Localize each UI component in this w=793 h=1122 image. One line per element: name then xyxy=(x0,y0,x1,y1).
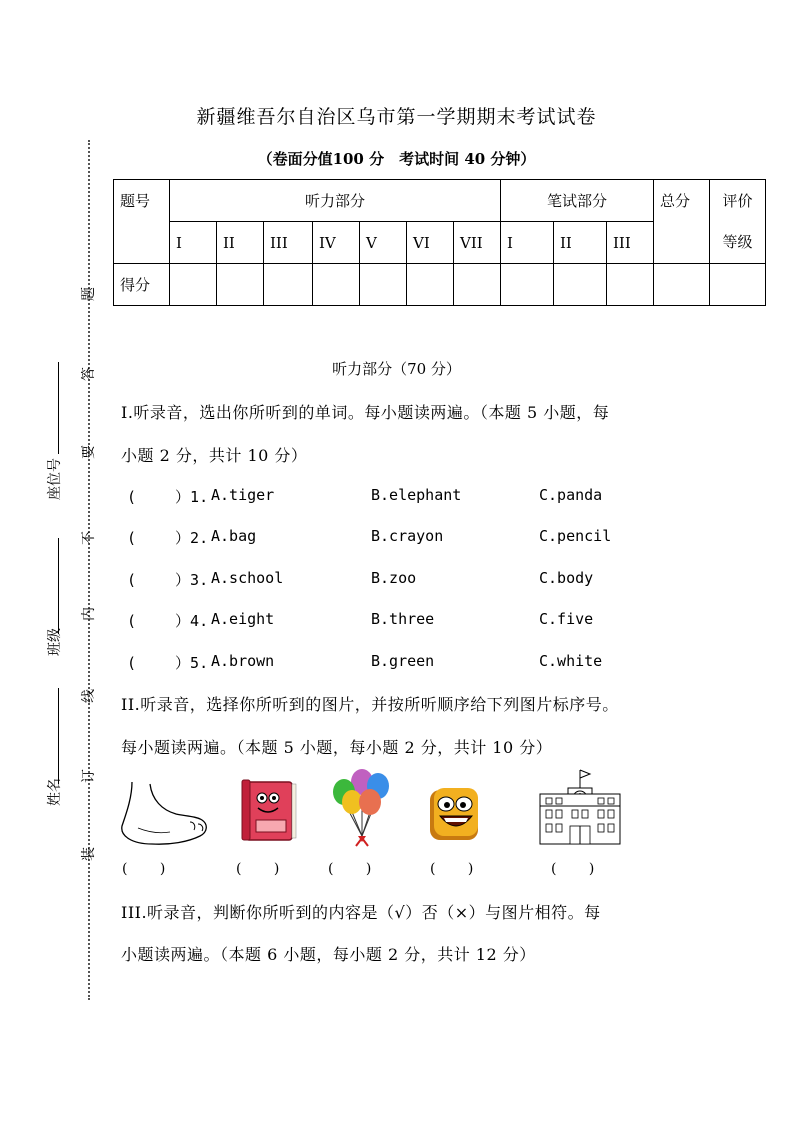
section-title: 听力部分（70 分） xyxy=(332,360,461,378)
part-label: II xyxy=(554,222,607,264)
q3-instruction-line2: 小题读两遍。（本题 6 小题，每小题 2 分，共计 12 分） xyxy=(121,945,536,964)
option-c: C.pencil xyxy=(539,527,612,545)
answer-blank[interactable]: ( ）1. xyxy=(127,488,209,506)
option-c: C.white xyxy=(539,652,603,670)
option-a: A.tiger xyxy=(211,486,275,504)
exam-title: 新疆维吾尔自治区乌市第一学期期末考试试卷 xyxy=(196,106,597,128)
foot-picture xyxy=(118,780,210,850)
score-cell[interactable] xyxy=(454,264,501,306)
q2-instruction-line1: II.听录音，选择你所听到的图片，并按所听顺序给下列图片标序号。 xyxy=(121,695,619,714)
score-cell[interactable] xyxy=(407,264,454,306)
option-c: C.five xyxy=(539,610,594,628)
q1-instruction-line2: 小题 2 分，共计 10 分） xyxy=(121,446,308,465)
book-picture xyxy=(238,776,300,844)
binding-char: 线 xyxy=(81,689,97,703)
picture-answer-blank[interactable]: ( ) xyxy=(328,861,372,877)
option-b: B.three xyxy=(371,610,435,628)
score-cell[interactable] xyxy=(360,264,407,306)
score-cell[interactable] xyxy=(217,264,264,306)
answer-blank[interactable]: ( ）5. xyxy=(127,654,209,672)
score-row-label: 得分 xyxy=(114,264,170,306)
part-label: VII xyxy=(454,222,501,264)
table-header-total: 总分 xyxy=(654,180,710,264)
binding-char: 要 xyxy=(81,445,97,459)
binding-char: 订 xyxy=(81,769,97,783)
score-cell-rating[interactable] xyxy=(710,264,766,306)
name-line[interactable] xyxy=(58,688,59,784)
option-b: B.green xyxy=(371,652,435,670)
score-cell[interactable] xyxy=(554,264,607,306)
picture-answer-blank[interactable]: ( ) xyxy=(430,861,474,877)
answer-blank[interactable]: ( ）4. xyxy=(127,612,209,630)
score-cell-total[interactable] xyxy=(654,264,710,306)
score-cell[interactable] xyxy=(264,264,313,306)
binding-char: 不 xyxy=(81,531,97,545)
q2-instruction-line2: 每小题读两遍。（本题 5 小题，每小题 2 分，共计 10 分） xyxy=(121,738,553,757)
face-picture xyxy=(426,784,482,844)
option-a: A.eight xyxy=(211,610,275,628)
binding-char: 题 xyxy=(81,287,97,301)
table-header-listening: 听力部分 xyxy=(170,180,501,222)
answer-blank[interactable]: ( ）3. xyxy=(127,571,209,589)
score-cell[interactable] xyxy=(501,264,554,306)
table-header-rating xyxy=(710,180,766,264)
option-a: A.bag xyxy=(211,527,257,545)
option-a: A.school xyxy=(211,569,284,587)
name-label: 姓名 xyxy=(47,778,63,806)
picture-answer-blank[interactable]: ( ) xyxy=(551,861,595,877)
option-c: C.panda xyxy=(539,486,603,504)
part-label: VI xyxy=(407,222,454,264)
q1-instruction-line1: I.听录音，选出你所听到的单词。每小题读两遍。（本题 5 小题，每 xyxy=(121,403,610,422)
option-b: B.elephant xyxy=(371,486,462,504)
school-picture xyxy=(538,768,622,846)
binding-char: 装 xyxy=(81,847,97,861)
part-label: I xyxy=(170,222,217,264)
exam-subtitle: （卷面分值100 分 考试时间 40 分钟） xyxy=(257,150,536,168)
rating-line-2: 等级 xyxy=(722,233,753,251)
score-cell[interactable] xyxy=(170,264,217,306)
part-label: V xyxy=(360,222,407,264)
binding-dotted-line xyxy=(88,140,90,1000)
option-b: B.zoo xyxy=(371,569,417,587)
answer-blank[interactable]: ( ）2. xyxy=(127,529,209,547)
option-c: C.body xyxy=(539,569,594,587)
class-label: 班级 xyxy=(47,628,63,656)
table-header-writing: 笔试部分 xyxy=(501,180,654,222)
option-a: A.brown xyxy=(211,652,275,670)
score-cell[interactable] xyxy=(313,264,360,306)
score-table xyxy=(113,179,766,306)
q3-instruction-line1: III.听录音，判断你所听到的内容是（√）否（×）与图片相符。每 xyxy=(121,903,601,922)
picture-answer-blank[interactable]: ( ) xyxy=(122,861,166,877)
part-label: I xyxy=(501,222,554,264)
picture-answer-blank[interactable]: ( ) xyxy=(236,861,280,877)
option-b: B.crayon xyxy=(371,527,444,545)
part-label: IV xyxy=(313,222,360,264)
binding-char: 内 xyxy=(81,607,97,621)
score-cell[interactable] xyxy=(607,264,654,306)
binding-char: 答 xyxy=(81,367,97,381)
part-label: II xyxy=(217,222,264,264)
part-label: III xyxy=(607,222,654,264)
balloons-picture xyxy=(330,768,394,848)
class-line[interactable] xyxy=(58,538,59,634)
rating-line-1: 评价 xyxy=(722,192,753,210)
seat-number-label: 座位号 xyxy=(47,458,63,500)
table-header-tihao: 题号 xyxy=(114,180,170,264)
part-label: III xyxy=(264,222,313,264)
